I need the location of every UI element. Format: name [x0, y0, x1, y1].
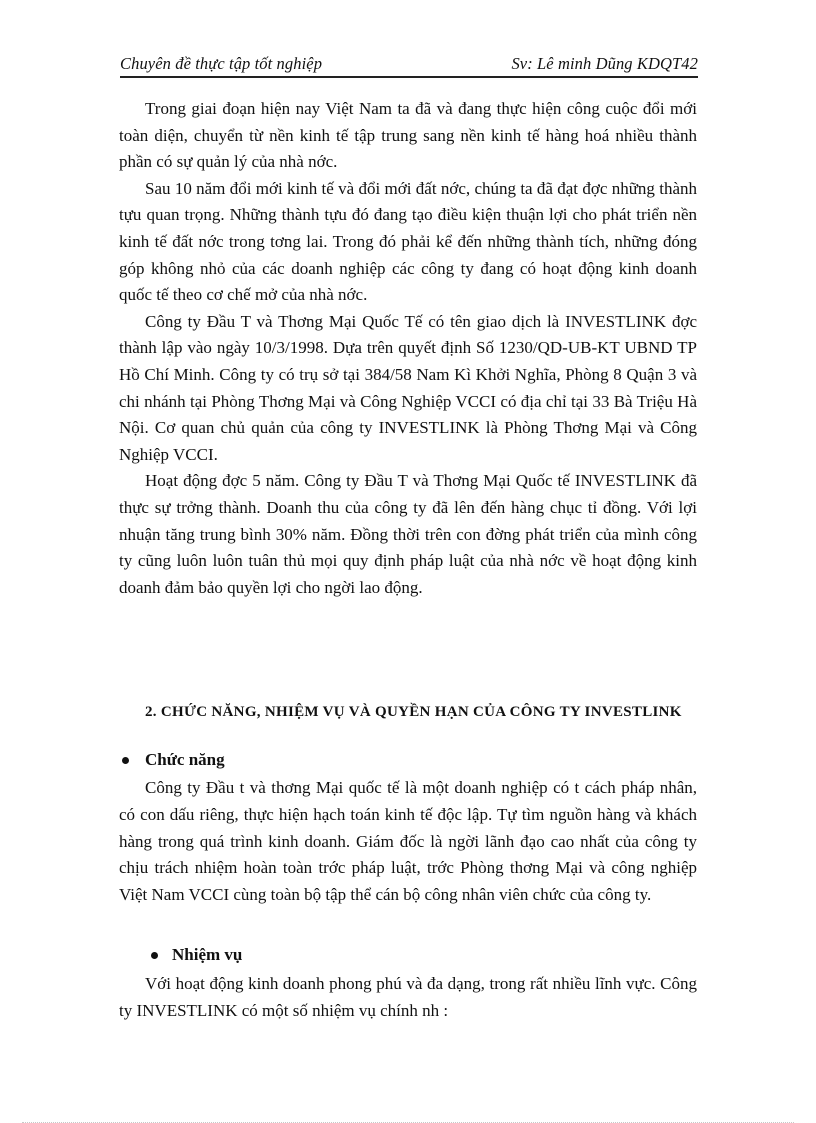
- paragraph: Với hoạt động kinh doanh phong phú và đa dạng, trong rất nhiều lĩnh vực. Công ty INVESTLINK có một số nhiệm vụ chính nh :: [119, 974, 697, 1020]
- nhiem-vu-section: [119, 970, 697, 1024]
- bullet-label: Nhiệm vụ: [172, 945, 243, 964]
- section-heading: 2. CHỨC NĂNG, NHIỆM VỤ VÀ QUYỀN HẠN CỦA CÔNG TY INVESTLINK: [145, 704, 682, 720]
- paragraph: Công ty Đầu t và thơng Mại quốc tế là một doanh nghiệp có t cách pháp nhân, có con dấu riêng, thực hiện hạch toán kinh tế độc lập. Tự tìm nguồn hàng và khách hàng trong quá trình kinh doanh. Giám đốc là ngời lãnh đạo cao nhất của công ty chịu trách nhiệm hoàn toàn trớc pháp luật, trớc Phòng thơng Mại và công nghiệp Việt Nam VCCI cùng toàn bộ tập thể cán bộ công nhân viên chức của công ty.: [119, 778, 697, 905]
- bullet-chuc-nang: [122, 750, 225, 770]
- page-header: [120, 54, 698, 78]
- bullet-icon: [122, 757, 129, 764]
- header-title: Chuyên đề thực tập tốt nghiệp: [120, 54, 323, 73]
- bullet-nhiem-vu: [151, 945, 242, 965]
- chuc-nang-section: [119, 775, 697, 909]
- paragraph: Sau 10 năm đổi mới kinh tế và đổi mới đất nớc, chúng ta đã đạt đợc những thành tựu quan trọng. Những thành tựu đó đang tạo điều kiện thuận lợi cho phát triển nền kinh tế đất nớc trong tơng lai. Trong đó phải kể đến những thành tích, những đóng góp không nhỏ của các doanh nghiệp các công ty đang có hoạt động kinh doanh quốc tế theo cơ chế mở của nhà nớc.: [119, 178, 697, 305]
- bullet-label: Chức năng: [145, 750, 225, 769]
- paragraph: Hoạt động đợc 5 năm. Công ty Đầu T và Thơng Mại Quốc tế INVESTLINK đã thực sự trởng thành. Doanh thu của công ty đã lên đến hàng chục tỉ đồng. Với lợi nhuận tăng trung bình 30% năm. Đồng thời trên con đờng phát triển của mình công ty cũng luôn luôn tuân thủ mọi quy định pháp luật của nhà nớc về hoạt động kinh doanh đảm bảo quyền lợi cho ngời lao động.: [119, 471, 697, 597]
- bullet-icon: [151, 952, 158, 959]
- paragraph: Công ty Đầu T và Thơng Mại Quốc Tế có tên giao dịch là INVESTLINK đợc thành lập vào ngày 10/3/1998. Dựa trên quyết định Số 1230/QD-UB-KT UBND TP Hồ Chí Minh. Công ty có trụ sở tại 384/58 Nam Kì Khởi Nghĩa, Phòng 8 Quận 3 và chi nhánh tại Phòng Thơng Mại và Công Nghiệp VCCI có địa chỉ tại 33 Bà Triệu Hà Nội. Cơ quan chủ quản của công ty INVESTLINK là Phòng Thơng Mại và Công Nghiệp VCCI.: [119, 311, 697, 464]
- intro-section: [119, 96, 697, 601]
- paragraph: Trong giai đoạn hiện nay Việt Nam ta đã và đang thực hiện công cuộc đổi mới toàn diện, chuyển từ nền kinh tế tập trung sang nền kinh tế hàng hoá nhiều thành phần có sự quản lý của nhà nớc.: [119, 99, 697, 172]
- header-author: Sv: Lê minh Dũng KDQT42: [511, 54, 698, 73]
